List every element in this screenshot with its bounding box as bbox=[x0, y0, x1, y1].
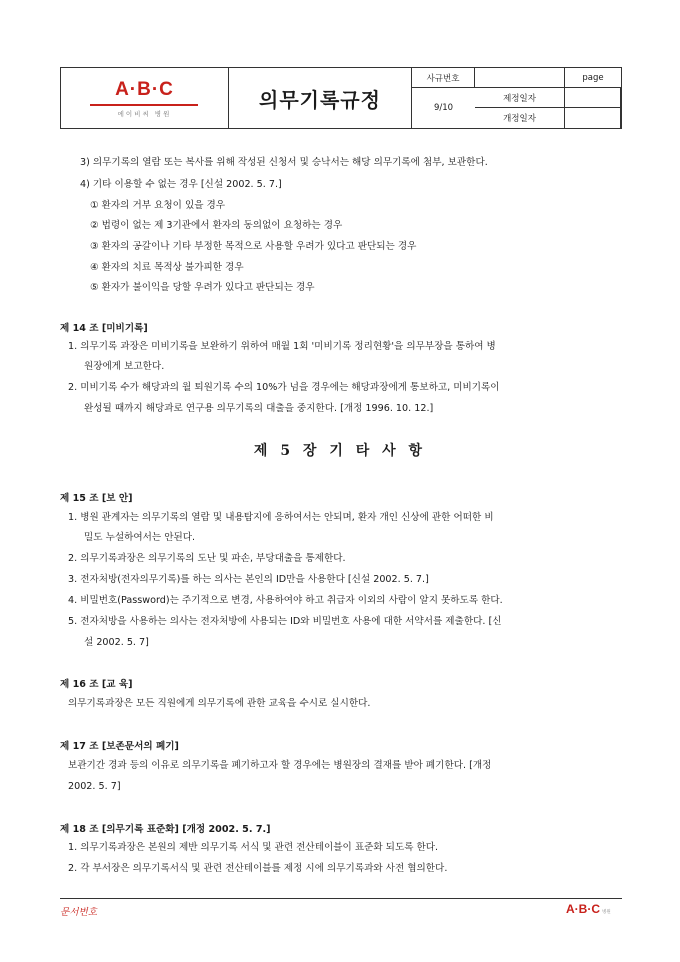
paragraph: 1. 의무기록과장은 본원의 제반 의무기록 서식 및 관련 전산테이블이 표준화 되도록 한다. bbox=[68, 842, 439, 853]
paragraph: 1. 병원 관계자는 의무기록의 열람 및 내용탐지에 응하여서는 안되며, 환자 개인 신상에 관한 어떠한 비 bbox=[68, 512, 494, 523]
enacted-date-value bbox=[565, 88, 621, 108]
revised-date-label: 개정일자 bbox=[475, 108, 565, 128]
paragraph: 3. 전자처방(전자의무기록)를 하는 의사는 본인의 ID만을 사용한다 [신설 2002. 5. 7.] bbox=[68, 574, 429, 585]
article-16-heading: 제 16 조 [교 육] bbox=[60, 679, 133, 690]
footer-divider bbox=[60, 898, 622, 899]
logo-subtitle: 에이비씨 병원 bbox=[117, 110, 172, 118]
paragraph: 5. 전자처방을 사용하는 의사는 전자처방에 사용되는 ID와 비밀번호 사용에 대한 서약서를 제출한다. [신 bbox=[68, 616, 502, 627]
abc-logo: A·B·C bbox=[115, 79, 174, 100]
paragraph: 의무기록과장은 모든 직원에게 의무기록에 관한 교육을 수시로 실시한다. bbox=[68, 698, 371, 709]
paragraph: 2. 미비기록 수가 해당과의 월 퇴원기록 수의 10%가 넘을 경우에는 해당과장에게 통보하고, 미비기록이 bbox=[68, 382, 500, 393]
list-item: ④ 환자의 치료 목적상 불가피한 경우 bbox=[90, 262, 244, 273]
document-header bbox=[60, 67, 622, 129]
footer-logo-subtitle: 병원 bbox=[602, 909, 611, 914]
paragraph: 4. 비밀번호(Password)는 주기적으로 변경, 사용하여야 하고 취급자 이외의 사람이 알지 못하도록 한다. bbox=[68, 595, 503, 606]
list-item: ① 환자의 거부 요청이 있을 경우 bbox=[90, 200, 226, 211]
article-18-heading: 제 18 조 [의무기록 표준화] [개정 2002. 5. 7.] bbox=[60, 824, 271, 835]
page-label: page bbox=[565, 68, 621, 88]
article-15-heading: 제 15 조 [보 안] bbox=[60, 493, 133, 504]
paragraph: 설 2002. 5. 7] bbox=[84, 637, 149, 648]
header-info-grid bbox=[412, 68, 621, 128]
paragraph: 완성될 때까지 해당과로 연구용 의무기록의 대출을 중지한다. [개정 1996. 10. 12.] bbox=[84, 403, 434, 414]
chapter-title: 제 5 장 기 타 사 항 bbox=[253, 443, 427, 459]
logo-underline bbox=[90, 104, 198, 106]
paragraph: 2002. 5. 7] bbox=[68, 781, 121, 792]
article-17-heading: 제 17 조 [보존문서의 폐기] bbox=[60, 741, 179, 752]
rule-no-value bbox=[475, 68, 565, 88]
paragraph: 밀도 누설하여서는 안된다. bbox=[84, 532, 196, 543]
list-item: ⑤ 환자가 불이익을 당할 우려가 있다고 판단되는 경우 bbox=[90, 282, 315, 293]
list-item: 4) 기타 이용할 수 없는 경우 [신설 2002. 5. 7.] bbox=[80, 179, 282, 190]
paragraph: 보관기간 경과 등의 이유로 의무기록을 폐기하고자 할 경우에는 병원장의 결재를 받아 폐기한다. [개정 bbox=[68, 760, 492, 771]
page-number: 9/10 bbox=[433, 103, 454, 113]
paragraph: 2. 의무기록과장은 의무기록의 도난 및 파손, 부당대출을 통제한다. bbox=[68, 553, 346, 564]
footer-logo bbox=[566, 902, 611, 916]
paragraph: 2. 각 부서장은 의무기록서식 및 관련 전산테이블를 제정 시에 의무기록과와 사전 협의한다. bbox=[68, 863, 448, 874]
document-title: 의무기록규정 bbox=[229, 68, 412, 128]
article-14-heading: 제 14 조 [미비기록] bbox=[60, 323, 148, 334]
rule-no-label: 사규번호 bbox=[412, 68, 475, 88]
footer-logo-text: A·B·C bbox=[566, 902, 600, 916]
paragraph: 1. 의무기록 과장은 미비기록을 보완하기 위하여 매월 1회 '미비기록 정리현황'을 의무부장을 통하여 병 bbox=[68, 341, 496, 352]
list-item: ② 법령이 없는 제 3기관에서 환자의 동의없이 요청하는 경우 bbox=[90, 220, 343, 231]
enacted-date-label: 제정일자 bbox=[475, 88, 565, 108]
list-item: 3) 의무기록의 열람 또는 복사를 위해 작성된 신청서 및 승낙서는 해당 의무기록에 첨부, 보관한다. bbox=[80, 157, 488, 168]
list-item: ③ 환자의 공갈이나 기타 부정한 목적으로 사용할 우려가 있다고 판단되는 경우 bbox=[90, 241, 417, 252]
document-number-label: 문서번호 bbox=[60, 907, 98, 918]
logo-cell bbox=[61, 68, 229, 128]
revised-date-value bbox=[565, 108, 621, 128]
paragraph: 원장에게 보고한다. bbox=[84, 361, 165, 372]
